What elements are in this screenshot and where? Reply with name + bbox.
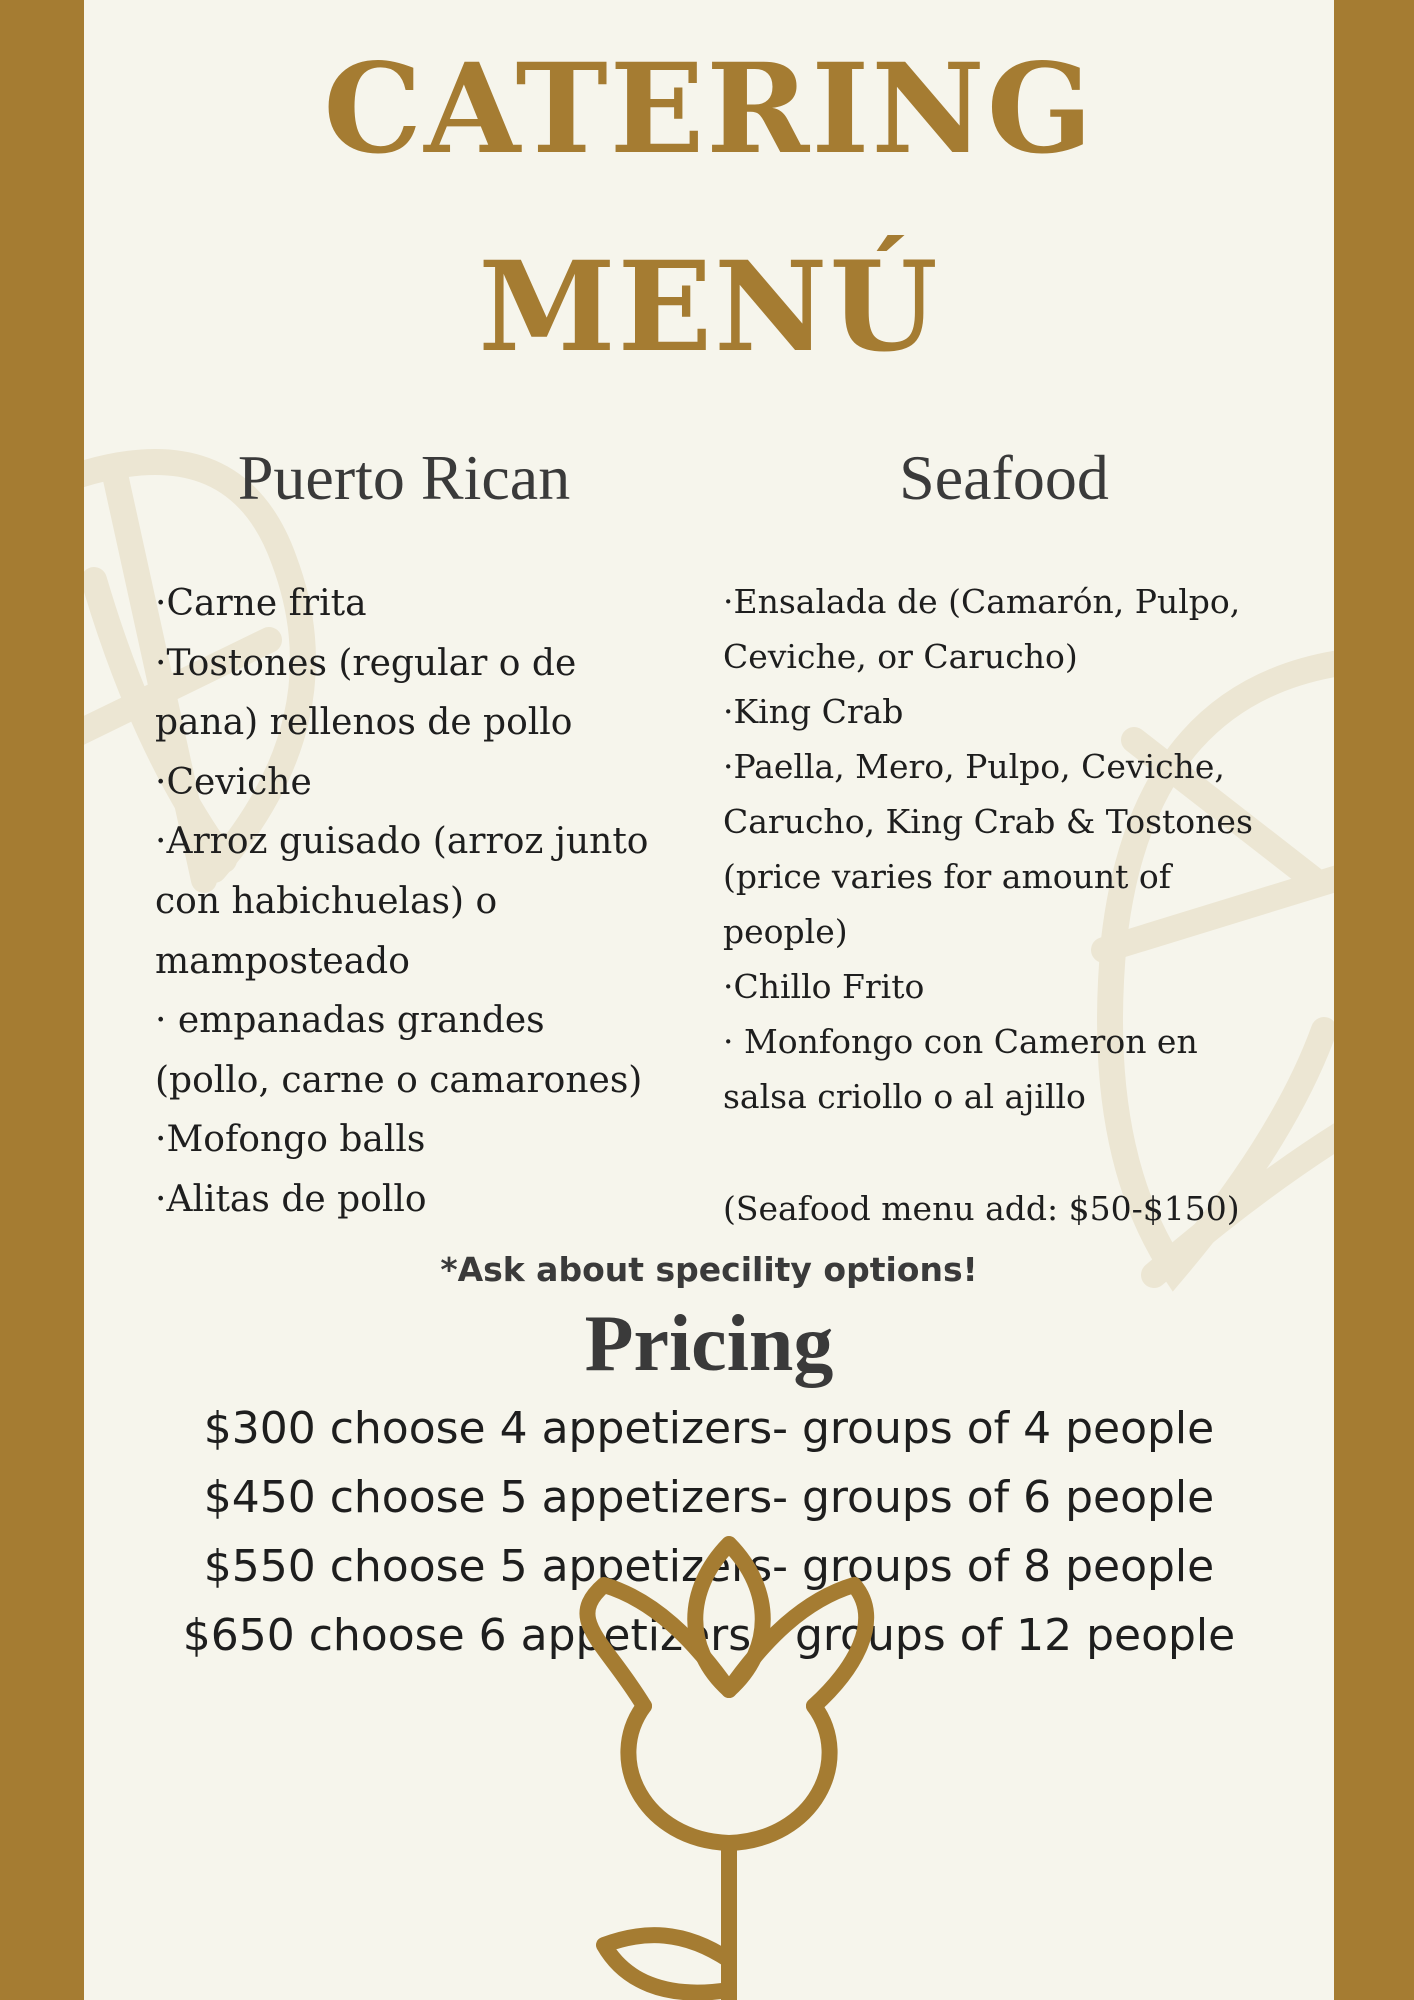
list-item: ·King Crab [723,692,904,731]
list-item: ·Ceviche [155,761,312,803]
list-item: ·Paella, Mero, Pulpo, Ceviche, [723,747,1225,786]
specialty-options-note: *Ask about specility options! [440,1250,978,1289]
tulip-icon [84,0,1334,2000]
list-item: · Monfongo con Cameron en [723,1022,1198,1061]
list-item: ·Tostones (regular o de [155,642,577,684]
list-item: (pollo, carne o camarones) [155,1059,643,1101]
price-tier: $550 choose 5 appetizers- groups of 8 people [203,1541,1215,1592]
pricing-heading: Pricing [584,1300,834,1388]
list-item: con habichuelas) o [155,880,498,922]
price-tier: $450 choose 5 appetizers- groups of 6 people [203,1472,1215,1523]
list-item: ·Carne frita [155,583,367,624]
list-item: pana) rellenos de pollo [155,702,573,744]
list-item: people) [723,912,848,951]
list-item: ·Ensalada de (Camarón, Pulpo, [723,582,1241,621]
menu-panel [84,0,1334,2000]
price-tier: $650 choose 6 appetizers - groups of 12 people [182,1610,1236,1661]
list-item: ·Mofongo balls [155,1119,426,1161]
list-item: Carucho, King Crab & Tostones [723,802,1253,841]
list-item: · empanadas grandes [155,1000,545,1042]
list-item: ·Alitas de pollo [155,1178,427,1220]
list-item: ·Chillo Frito [723,967,925,1006]
title-line-2: MENÚ [478,235,940,380]
list-item: mamposteado [155,940,410,982]
seafood-heading: Seafood [899,442,1109,513]
seafood-price-note: (Seafood menu add: $50-$150) [723,1189,1240,1228]
list-item: (price varies for amount of [723,857,1171,896]
title-line-1: CATERING [323,37,1095,182]
list-item: Ceviche, or Carucho) [723,637,1078,676]
list-item: ·Arroz guisado (arroz junto [155,821,649,863]
price-tier: $300 choose 4 appetizers- groups of 4 people [203,1403,1215,1454]
puerto-rican-heading: Puerto Rican [237,442,571,513]
list-item: salsa criollo o al ajillo [723,1077,1086,1116]
